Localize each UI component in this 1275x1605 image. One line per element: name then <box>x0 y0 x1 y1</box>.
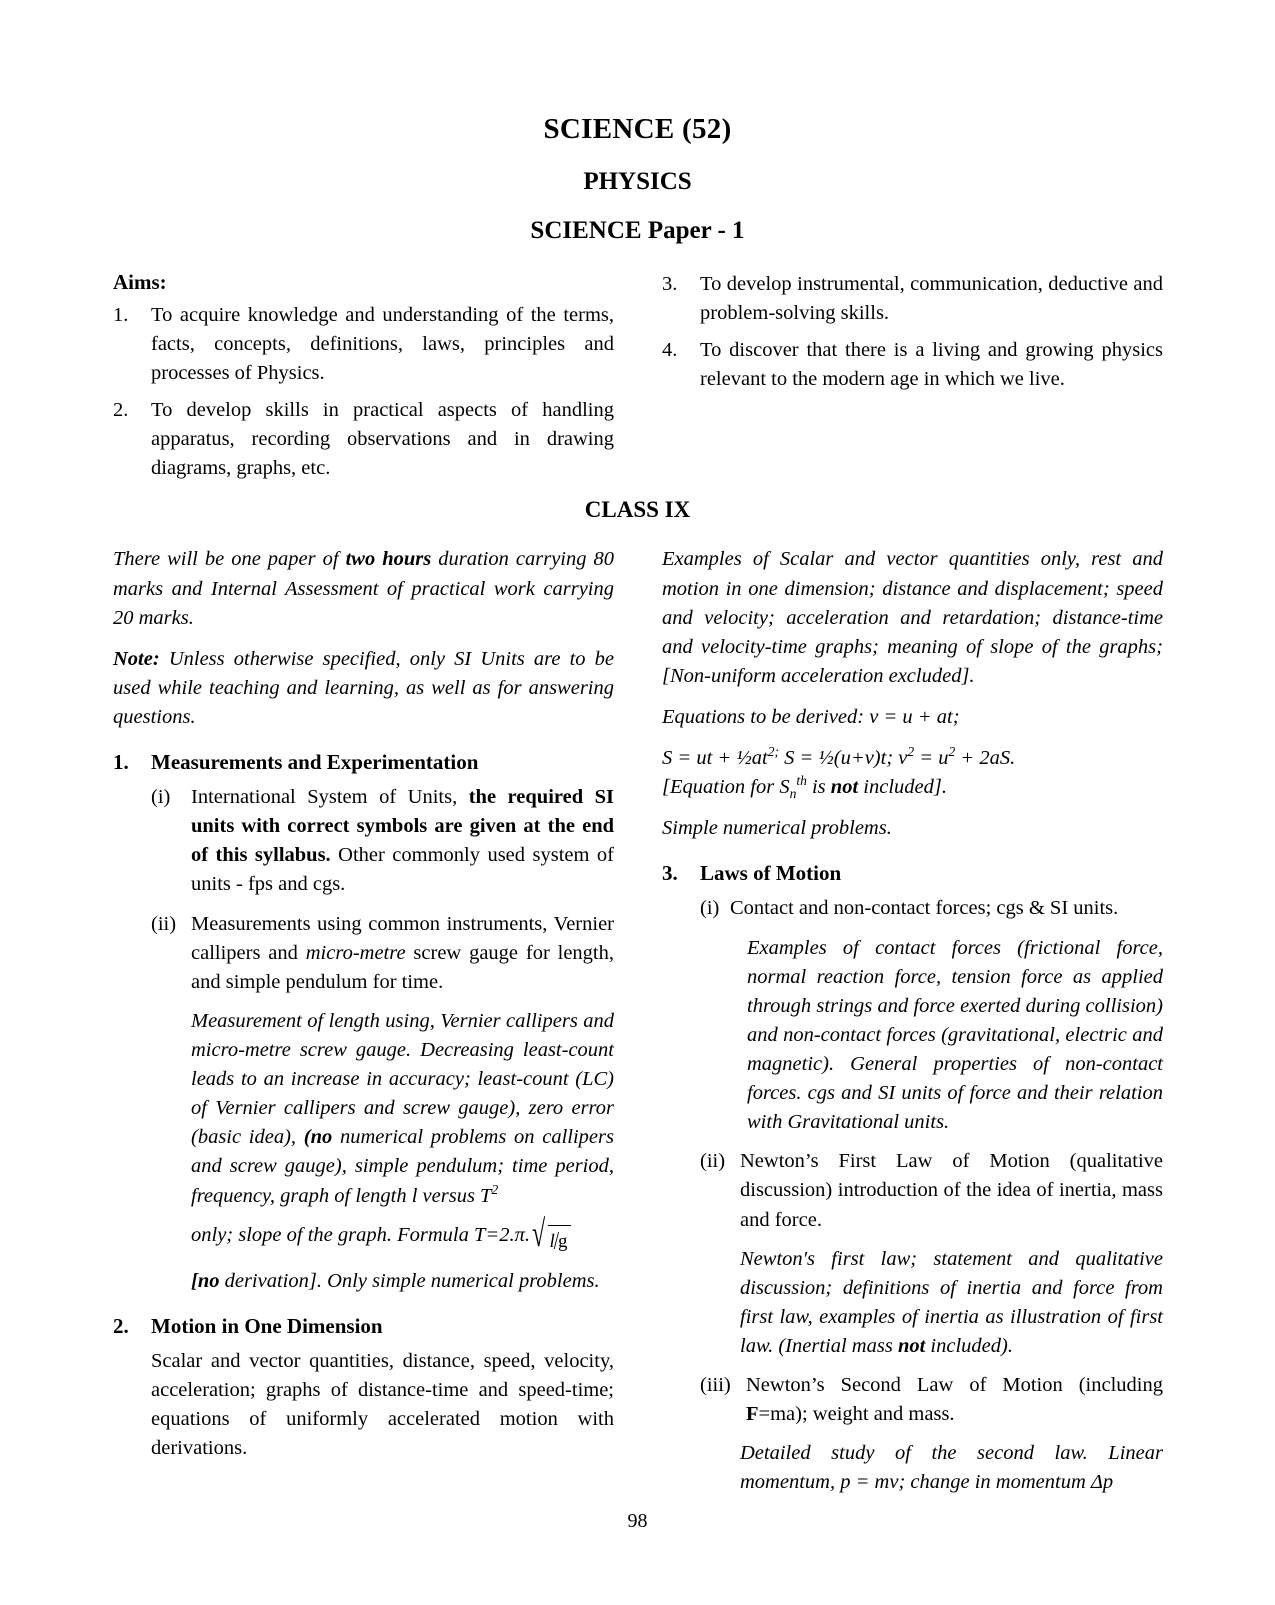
section-3-title: Laws of Motion <box>700 861 842 886</box>
aims-item-number: 3. <box>662 272 678 295</box>
no-derivation-rest: derivation]. Only simple numerical problems. <box>219 1269 600 1292</box>
item-text-italic: micro-metre <box>305 941 406 964</box>
section-2-heading <box>113 1314 614 1339</box>
item-text-lead: International System of Units, <box>191 786 469 809</box>
equation-s-part3: = u <box>914 747 949 770</box>
detail-text-lead: Newton's first law; statement and qualitative discussion; definitions of inertia and force from first law, examples of inertia as illustration of first law. (Inertial mass <box>740 1247 1163 1357</box>
item-text-lead: Newton’s Second Law of Motion (including <box>746 1374 1163 1397</box>
radical-sign-icon: √ <box>532 1213 546 1256</box>
equation-v-squared-sup: 2 <box>907 744 915 760</box>
aims-list-left <box>113 301 614 484</box>
paper-duration-note <box>113 545 614 632</box>
section-3-number: 3. <box>662 861 678 886</box>
no-derivation-note <box>113 1267 614 1296</box>
aims-item-number: 4. <box>662 339 678 362</box>
subject-title: PHYSICS <box>583 167 692 195</box>
equations-intro: Equations to be derived: v = u + at; <box>662 706 960 728</box>
aims-item-text: To develop instrumental, communication, deductive and problem-solving skills. <box>700 272 1163 324</box>
section-3-item-ii <box>662 1147 1163 1234</box>
aims-item <box>662 336 1163 394</box>
equations-list <box>662 744 1163 802</box>
aims-heading: Aims: <box>113 269 167 294</box>
section-2-title: Motion in One Dimension <box>151 1313 383 1338</box>
item-marker: (ii) <box>151 912 177 935</box>
item-text-bold: the required SI units with correct symbols are given at the end of this syllabus. <box>191 786 614 867</box>
syllabus-left-column <box>113 545 638 1507</box>
section-1-item-ii-detail <box>113 1007 614 1211</box>
section-3-item-iii-detail: Detailed study of the second law. Linear momentum, p = mv; change in momentum Δp <box>740 1442 1163 1494</box>
aims-list-right <box>662 270 1163 394</box>
fraction-numerator: l <box>549 1231 555 1253</box>
note-text: Unless otherwise specified, only SI Units are to be used while teaching and learning, as well as for answering questions. <box>113 647 614 728</box>
paper-note-lead: There will be one paper of <box>113 548 346 571</box>
section-3-item-i <box>662 894 1163 923</box>
equation-note-subscript-n: n <box>789 786 797 802</box>
aims-columns <box>0 270 1275 484</box>
section-2-text: Scalar and vector quantities, distance, speed, velocity, acceleration; graphs of distance-time and speed-time; equations of uniformly accelerated motion with derivations. <box>151 1349 614 1459</box>
item-marker: (i) <box>700 897 720 920</box>
square-root-expression <box>532 1213 571 1256</box>
equation-s-part1: S = ut + ½at <box>662 747 768 770</box>
section-1-heading <box>113 750 614 775</box>
pi-symbol: π. <box>514 1223 531 1246</box>
aims-item <box>113 396 614 483</box>
item-marker: (i) <box>151 786 171 809</box>
paper-note-hours: two hours <box>345 548 432 571</box>
equation-note-mid: is <box>806 776 831 799</box>
equation-s-part4: + 2aS. <box>955 747 1016 770</box>
section-1-number: 1. <box>113 750 129 775</box>
item-marker: (iii) <box>700 1374 731 1397</box>
aims-item-number: 1. <box>113 303 129 326</box>
item-content <box>746 1371 1163 1429</box>
item-content: Contact and non-contact forces; cgs & SI units. <box>730 897 1119 920</box>
fraction-denominator: g <box>558 1231 568 1253</box>
equation-note-rest: included]. <box>858 776 947 799</box>
section-2-examples-detail: Examples of Scalar and vector quantities only, rest and motion in one dimension; distance and displacement; speed and velocity; acceleration and retardation; distance-time and velocity-time graphs; meaning of slope of the graphs; [Non-uniform acceleration excluded]. <box>662 548 1163 687</box>
aims-item-number: 2. <box>113 399 129 422</box>
note-label: Note: <box>113 647 160 670</box>
section-1-title: Measurements and Experimentation <box>151 750 479 775</box>
no-derivation-bold: [no <box>191 1269 220 1292</box>
formula-lead-text: only; slope of the graph. Formula T=2. <box>191 1223 515 1246</box>
section-1-item-ii <box>113 910 614 997</box>
equation-u-squared-sup: 2 <box>948 744 956 760</box>
item-text-rest: =ma); weight and mass. <box>758 1403 955 1426</box>
t-squared-superscript: 2 <box>491 1181 499 1197</box>
section-3-item-iii <box>662 1371 1163 1429</box>
aims-item <box>662 270 1163 328</box>
aims-item-text: To discover that there is a living and growing physics relevant to the modern age in which we live. <box>700 339 1163 391</box>
item-content <box>191 783 614 899</box>
section-1-item-i <box>113 783 614 899</box>
aims-item-text: To acquire knowledge and understanding of the terms, facts, concepts, definitions, laws, principles and processes of Physics. <box>151 303 614 385</box>
aims-left-column <box>113 270 638 484</box>
si-units-note <box>113 645 614 732</box>
simple-numerical-problems: Simple numerical problems. <box>662 817 892 840</box>
fraction-slash: / <box>553 1227 560 1256</box>
aims-right-column <box>638 270 1163 484</box>
equation-s-part2: S = ½(u+v)t; v <box>778 747 908 770</box>
equation-note-lead: [Equation for S <box>662 776 790 799</box>
item-text-rest: screw gauge for length, and simple pendulum for time. <box>191 941 614 993</box>
section-2-number: 2. <box>113 1313 129 1338</box>
detail-text-mid: numerical problems on callipers and screw gauge), simple pendulum; time period, frequency, graph of length l versus T <box>191 1126 614 1207</box>
paper-title: SCIENCE Paper - 1 <box>530 216 745 244</box>
detail-text-bold-not: not <box>897 1334 926 1357</box>
section-3-heading <box>662 861 1163 886</box>
section-3-item-ii-detail <box>662 1245 1163 1361</box>
item-text-lead: Measurements using common instruments, Vernier callipers and <box>191 912 614 964</box>
aims-item-text: To develop skills in practical aspects of handling apparatus, recording observations and in drawing diagrams, graphs, etc. <box>151 399 614 480</box>
item-content <box>191 910 614 997</box>
detail-text-bold-no: (no <box>303 1126 333 1149</box>
page-number: 98 <box>627 1510 648 1532</box>
section-3-item-i-detail: Examples of contact forces (frictional force, normal reaction force, tension force as applied through strings and force exerted during collision) and non-contact forces (gravitational, electric and magnetic). General properties of non-contact forces. cgs and SI units of force and their relation with Gravitational units. <box>747 936 1163 1134</box>
syllabus-right-column <box>638 545 1163 1507</box>
syllabus-columns <box>0 545 1275 1507</box>
fraction-l-over-g <box>549 1229 567 1256</box>
pendulum-formula-line <box>113 1213 614 1257</box>
aims-item <box>113 301 614 388</box>
force-symbol-bold: F <box>746 1403 759 1426</box>
page-titles <box>0 0 1275 246</box>
equation-at-squared-sup: 2; <box>767 744 779 760</box>
equation-note-bold-not: not <box>830 776 859 799</box>
page-title: SCIENCE (52) <box>543 113 732 145</box>
item-content: Newton’s First Law of Motion (qualitative discussion) introduction of the idea of inertia, mass and force. <box>740 1150 1163 1231</box>
detail-text-lead: Measurement of length using, Vernier callipers and micro-metre screw gauge. Decreasing least-count leads to an increase in accuracy; least-count (LC) of Vernier callipers and screw gauge), zero error (basic idea), <box>191 1009 614 1149</box>
detail-text-rest: included). <box>925 1334 1013 1357</box>
item-text-rest: Other commonly used system of units - fps and cgs. <box>191 844 614 896</box>
class-header: CLASS IX <box>584 497 691 523</box>
equation-note-superscript-th: th <box>796 773 807 789</box>
item-marker: (ii) <box>700 1150 726 1173</box>
paper-note-rest: duration carrying 80 marks and Internal Assessment of practical work carrying 20 marks. <box>113 548 614 629</box>
radicand <box>548 1225 570 1256</box>
